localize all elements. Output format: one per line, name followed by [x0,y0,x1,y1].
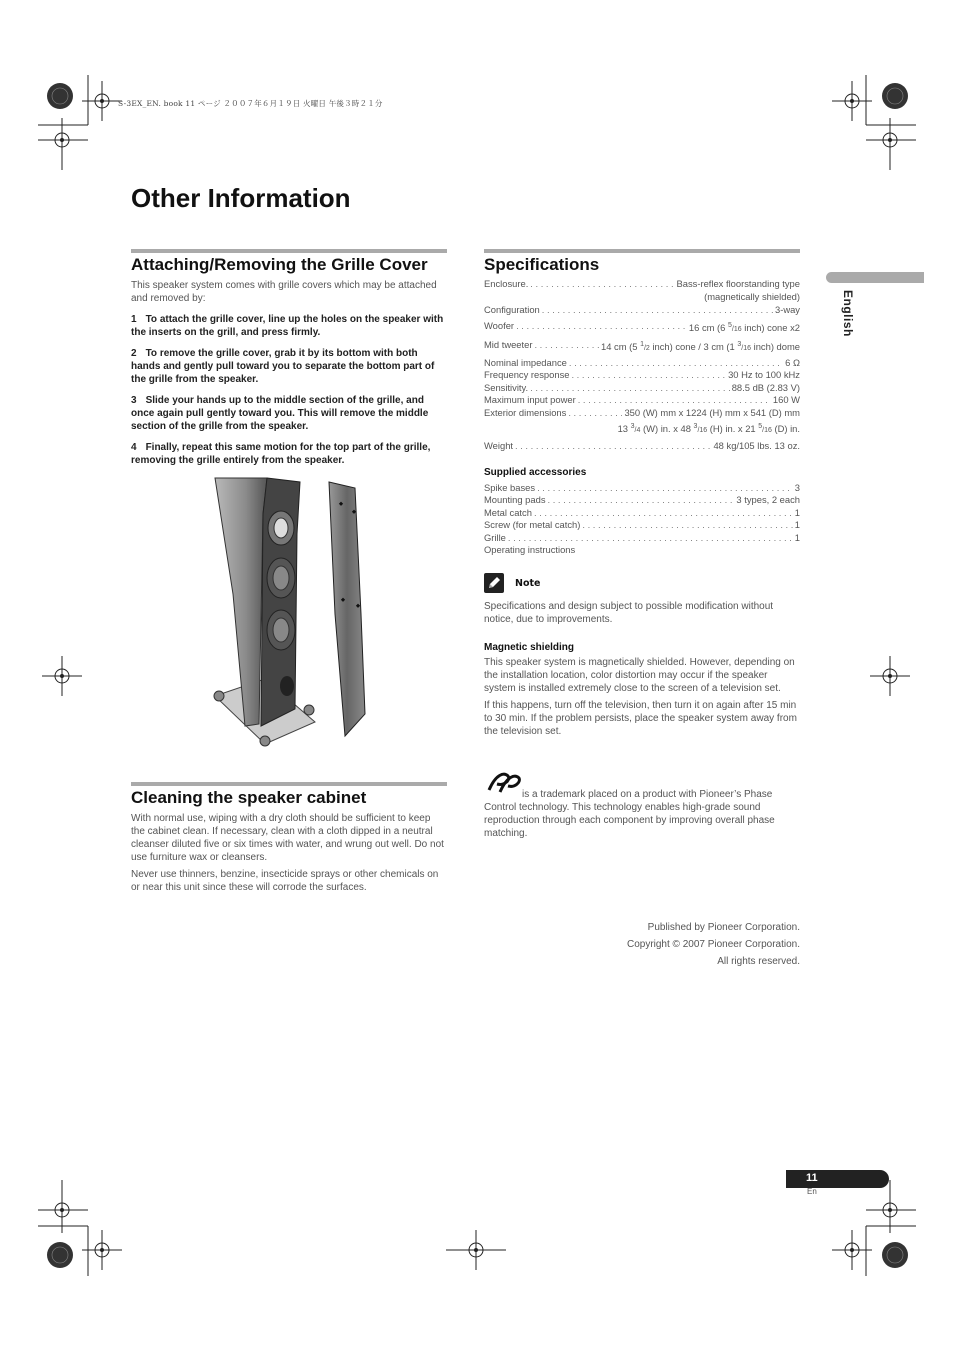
magnetic-shielding-title: Magnetic shielding [484,642,575,653]
note-label: Note [515,578,541,589]
language-tab [826,272,924,283]
magnetic-paragraph-1: This speaker system is magnetically shielded. However, depending on the installation location, color distortion may occur if the speaker system is installed extremely close to the screen of a television set. [484,657,795,694]
spec-row-max-input: Maximum input power . . . 160 W [484,394,800,407]
spec-row-dimensions-cont: 13 $^3$/4 (W) in. x 48 $^3$/16 (H) in. x 21 $^5$/16 (D) in. [617,423,800,434]
grille-section-body [131,279,447,475]
spec-row-enclosure: Enclosure. . . . Bass-reflex floorstanding type [484,278,800,291]
spec-row-configuration: Configuration . . . 3-way [484,304,800,317]
accessory-row: Spike bases . . . 3 [484,482,800,495]
grille-step-4: 4 Finally, repeat this same motion for the top part of the grille, removing the grille entirely from the speaker. [131,442,431,466]
spec-row-mid-tweeter: Mid tweeter . . . 14 cm (5 $^1$/2 inch) cone / 3 cm (1 $^3$/16 inch) dome [484,339,800,356]
grille-step-1: 1 To attach the grille cover, line up the holes on the speaker with the inserts on the grill, and press firmly. [131,314,444,338]
cleaning-section-body [131,812,447,894]
section-bar-cleaning [131,782,447,786]
accessory-operating-instructions: Operating instructions [484,544,576,555]
spec-row-frequency: Frequency response . . . 30 Hz to 100 kHz [484,369,800,382]
note-text: Specifications and design subject to possible modification without notice, due to improvements. [484,601,774,625]
accessory-row: Metal catch . . . 1 [484,507,800,520]
spec-row-dimensions: Exterior dimensions . . . 350 (W) mm x 1224 (H) mm x 541 (D) mm [484,407,800,420]
publisher-line-3: All rights reserved. [717,956,800,967]
spec-row-sensitivity: Sensitivity. . . . 88.5 dB (2.83 V) [484,382,800,395]
page-language-code: En [807,1187,817,1196]
language-label: English [841,290,855,337]
grille-section-title: Attaching/Removing the Grille Cover [131,255,428,274]
accessory-row: Mounting pads . . . 3 types, 2 each [484,494,800,507]
page-title: Other Information [131,183,351,213]
publisher-line-1: Published by Pioneer Corporation. [647,922,800,933]
cleaning-paragraph-2: Never use thinners, benzine, insecticide sprays or other chemicals on or near this unit since these will corrode the surfaces. [131,869,439,893]
grille-step-2: 2 To remove the grille cover, grab it by its bottom with both hands and gently pull toward you to separate the bottom part of the grille from the speaker. [131,348,435,385]
spec-row-impedance: Nominal impedance . . . 6 Ω [484,357,800,370]
spec-row-woofer: Woofer . . . 16 cm (6 $^5$/16 inch) cone x2 [484,320,800,337]
page-number: 11 [806,1172,818,1184]
speaker-illustration [205,474,375,754]
accessory-row: Grille . . . 1 [484,532,800,545]
grille-intro: This speaker system comes with grille covers which may be attached and removed by: [131,280,437,304]
note-icon [484,573,504,593]
grille-step-3: 3 Slide your hands up to the middle section of the grille, and once again pull gently toward you. This will remove the middle section of the grille from the speaker. [131,395,429,432]
specs-section-title: Specifications [484,255,600,274]
accessory-row: Screw (for metal catch) . . . 1 [484,519,800,532]
specifications-list [484,278,800,557]
section-bar-specs [484,249,800,253]
print-header-line: S-3EX_EN. book 11 ページ ２００７年６月１９日 火曜日 午後３時２１分 [118,99,383,108]
trademark-text: is a trademark placed on a product with Pioneer’s Phase Control technology. This technology enables high-grade sound reproduction through each component by improving overall phase matching. [484,789,775,839]
spec-row-weight: Weight . . . 48 kg/105 lbs. 13 oz. [484,440,800,453]
cleaning-paragraph-1: With normal use, wiping with a dry cloth should be sufficient to keep the cabinet clean. If necessary, clean with a cloth dipped in a neutral cleanser diluted five or six times with water, and wrung out well. Do not use furniture wax or cleansers. [131,813,444,863]
magnetic-paragraph-2: If this happens, turn off the television, then turn it on again after 15 min to 30 min. If the problem persists, place the speaker system away from the television set. [484,700,797,737]
magnetic-shielding-body [484,656,800,738]
publisher-line-2: Copyright © 2007 Pioneer Corporation. [626,939,800,950]
spec-row-enclosure-cont: (magnetically shielded) [704,290,800,302]
section-bar-grille [131,249,447,253]
cleaning-section-title: Cleaning the speaker cabinet [131,788,367,807]
page-number-badge [786,1170,889,1188]
publisher-block [560,919,800,970]
accessories-title: Supplied accessories [484,467,587,478]
